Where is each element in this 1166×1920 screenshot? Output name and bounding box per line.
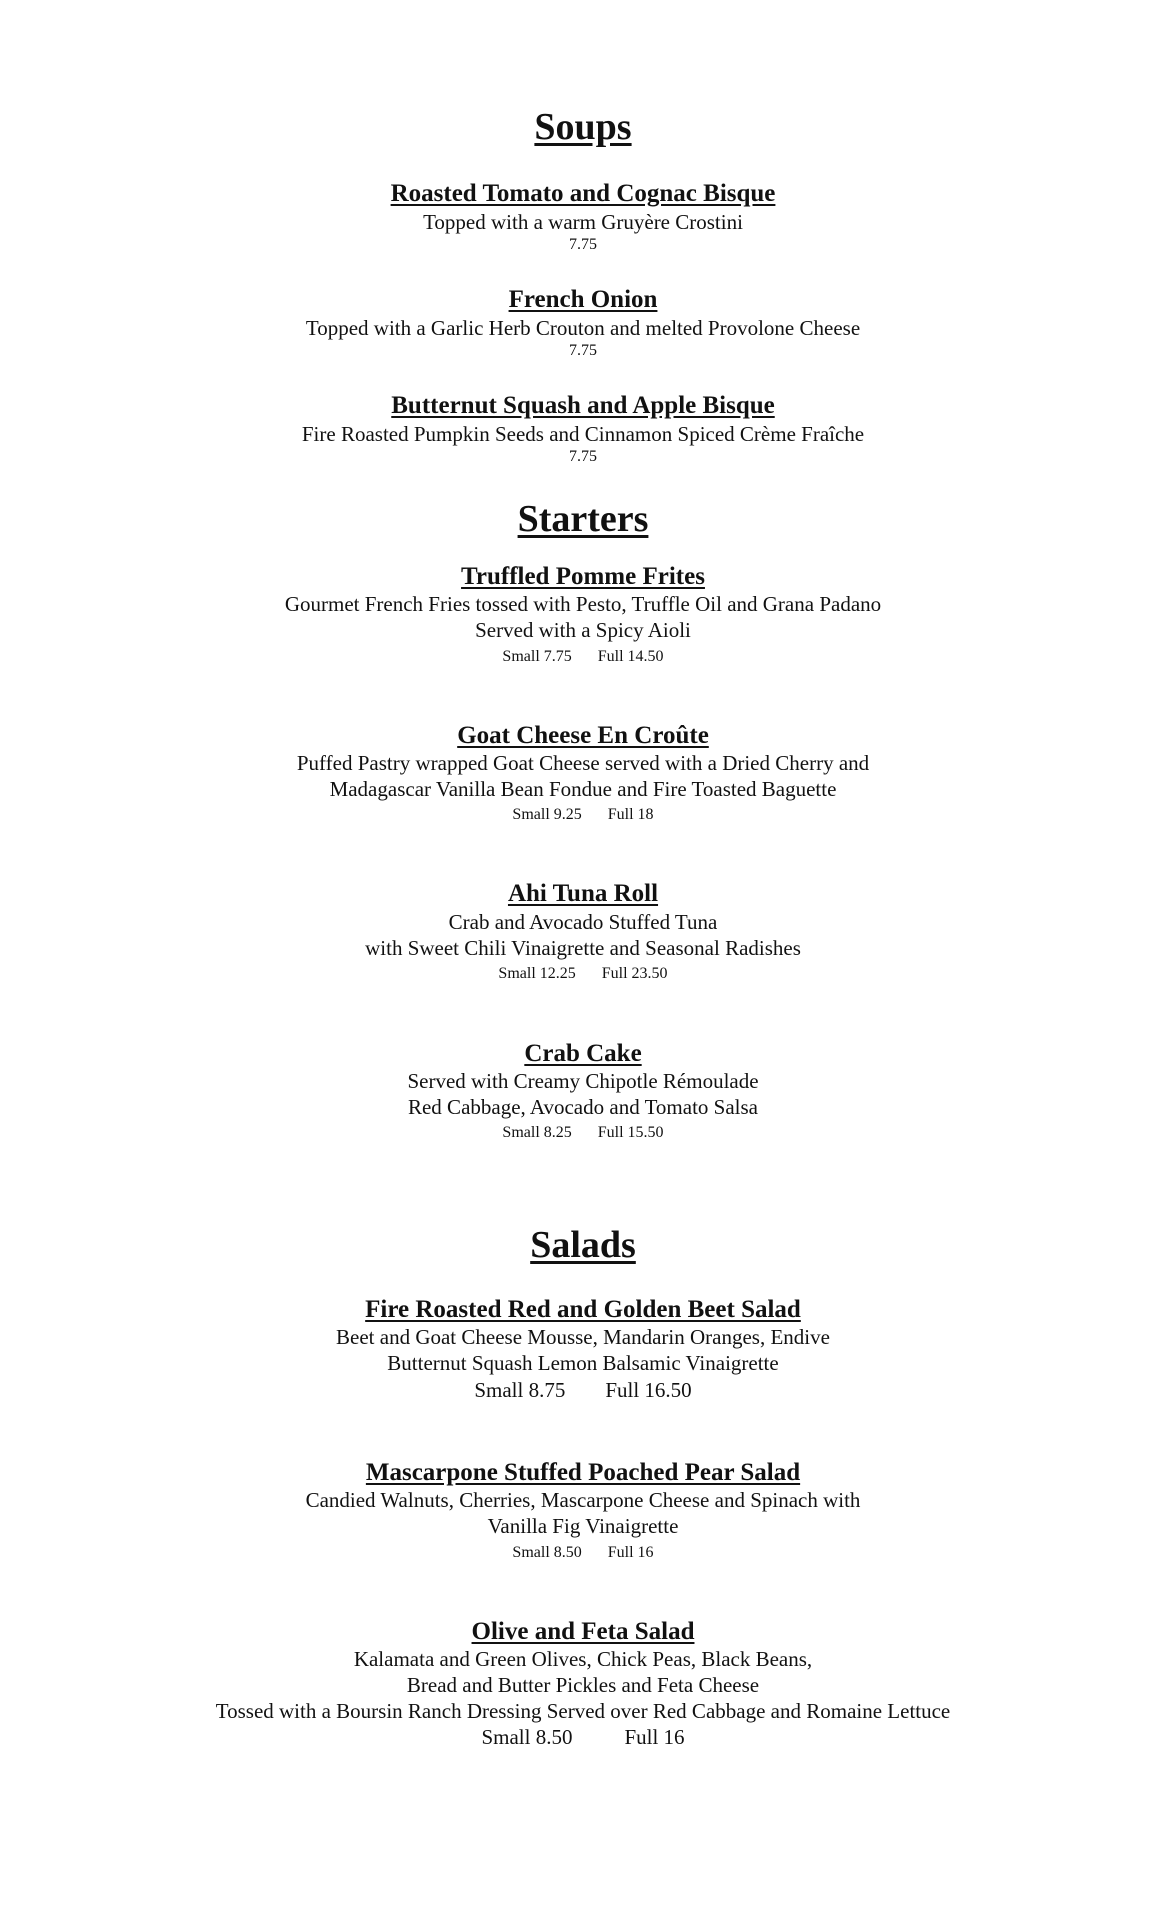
section-title-salads: Salads <box>530 1224 636 1266</box>
menu-item-name: Ahi Tuna Roll <box>507 880 659 907</box>
menu-item-name: Olive and Feta Salad <box>471 1618 695 1645</box>
price-small: Small 8.50 <box>481 1725 573 1749</box>
section-title-soups: Soups <box>534 106 632 148</box>
menu-item-description: Candied Walnuts, Cherries, Mascarpone Cheese and Spinach with <box>305 1488 861 1512</box>
menu-item-name: French Onion <box>508 286 658 313</box>
price-full: Full 18 <box>607 806 654 823</box>
price-small: Small 12.25 <box>498 965 576 982</box>
menu-item-description: Bread and Butter Pickles and Feta Cheese <box>406 1673 760 1697</box>
menu-item-price <box>0 966 1166 982</box>
menu-item-description: Puffed Pastry wrapped Goat Cheese served with a Dried Cherry and <box>296 751 870 775</box>
menu-item-description: Served with a Spicy Aioli <box>475 618 691 642</box>
menu-item-name: Fire Roasted Red and Golden Beet Salad <box>365 1296 801 1323</box>
menu-item-name: Mascarpone Stuffed Poached Pear Salad <box>365 1459 801 1486</box>
menu-item-price <box>0 1727 1166 1748</box>
menu-item-description: Topped with a Garlic Herb Crouton and melted Provolone Cheese <box>305 316 861 340</box>
menu-item-price <box>0 1380 1166 1401</box>
price-full: Full 15.50 <box>597 1124 664 1141</box>
menu-item-price <box>0 649 1166 665</box>
menu-item-description: Topped with a warm Gruyère Crostini <box>423 210 743 234</box>
price-small: Small 8.25 <box>502 1124 572 1141</box>
menu-item-price: 7.75 <box>569 448 597 465</box>
menu-item-description: Gourmet French Fries tossed with Pesto, Truffle Oil and Grana Padano <box>284 592 882 616</box>
menu-item-description: Beet and Goat Cheese Mousse, Mandarin Oranges, Endive <box>336 1325 830 1349</box>
menu-item-name: Butternut Squash and Apple Bisque <box>391 392 775 419</box>
menu-item-name: Goat Cheese En Croûte <box>457 722 709 749</box>
menu-item-name: Crab Cake <box>524 1040 642 1067</box>
section-title-starters: Starters <box>517 498 649 540</box>
menu-item-description: Vanilla Fig Vinaigrette <box>487 1514 679 1538</box>
menu-item-description: Red Cabbage, Avocado and Tomato Salsa <box>407 1095 758 1119</box>
menu-item-description: Fire Roasted Pumpkin Seeds and Cinnamon Spiced Crème Fraîche <box>301 422 865 446</box>
price-small: Small 9.25 <box>512 806 582 823</box>
menu-item-price <box>0 1545 1166 1561</box>
menu-item-price <box>0 807 1166 823</box>
menu-item-description: Crab and Avocado Stuffed Tuna <box>448 910 718 934</box>
price-small: Small 8.75 <box>474 1378 566 1402</box>
menu-item-name: Roasted Tomato and Cognac Bisque <box>390 180 776 207</box>
price-small: Small 7.75 <box>502 648 572 665</box>
menu-item-description: Madagascar Vanilla Bean Fondue and Fire Toasted Baguette <box>329 777 837 801</box>
menu-item-description: Kalamata and Green Olives, Chick Peas, Black Beans, <box>353 1647 813 1671</box>
menu-item-description: Butternut Squash Lemon Balsamic Vinaigrette <box>387 1351 779 1375</box>
menu-item-description: Served with Creamy Chipotle Rémoulade <box>407 1069 759 1093</box>
price-small: Small 8.50 <box>512 1544 582 1561</box>
menu-item-description: with Sweet Chili Vinaigrette and Seasonal Radishes <box>365 936 801 960</box>
price-full: Full 16 <box>607 1544 654 1561</box>
menu-item-price: 7.75 <box>569 236 597 253</box>
menu-item-price: 7.75 <box>569 342 597 359</box>
menu-item-description: Tossed with a Boursin Ranch Dressing Served over Red Cabbage and Romaine Lettuce <box>215 1699 951 1723</box>
menu-item-name: Truffled Pomme Frites <box>461 563 705 590</box>
price-full: Full 16.50 <box>605 1378 692 1402</box>
price-full: Full 16 <box>624 1725 685 1749</box>
price-full: Full 23.50 <box>601 965 668 982</box>
price-full: Full 14.50 <box>597 648 664 665</box>
menu-item-price <box>0 1125 1166 1141</box>
